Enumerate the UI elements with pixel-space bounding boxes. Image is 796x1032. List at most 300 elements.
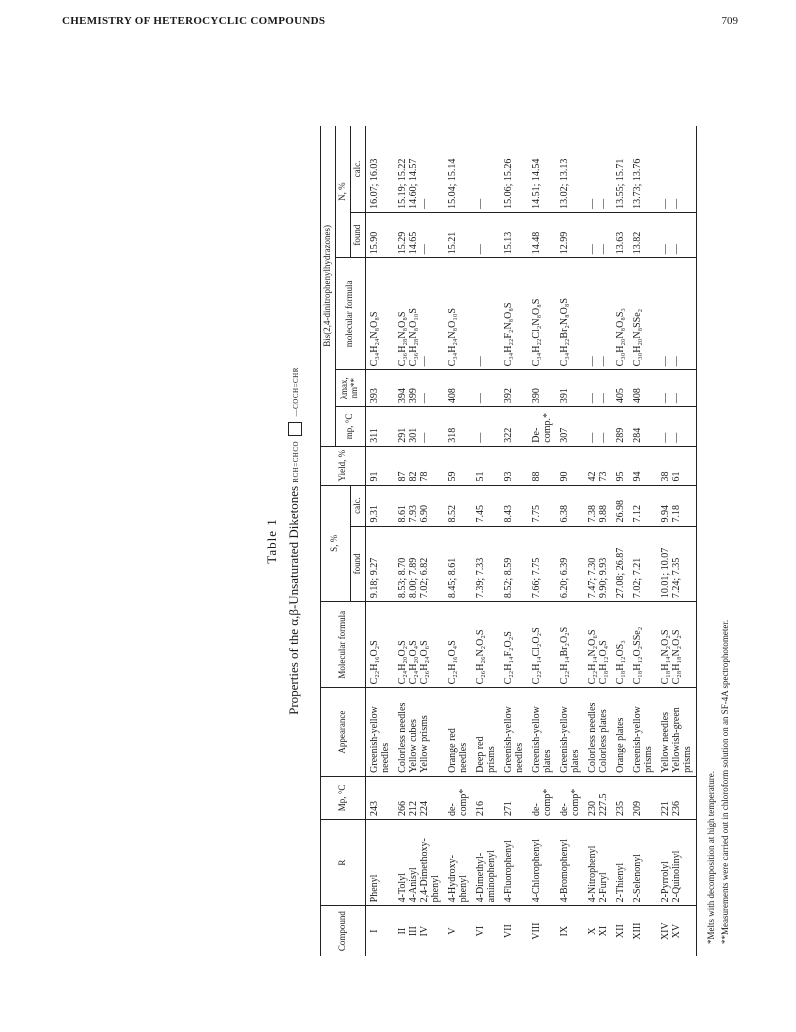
cell-line: 8.45; 8.61 <box>446 557 458 599</box>
cell-line: — <box>670 393 682 404</box>
cell-line: C₃₄H₂₂Br₂N₈O₈S <box>558 298 570 367</box>
cell-nf <box>472 212 500 257</box>
cell-line: C₂₂H₁₄N₂O₆S <box>586 629 598 685</box>
cell-nf <box>528 212 556 257</box>
cell-line: 390 <box>530 388 542 404</box>
cell-line: 13.55; 15.71 <box>614 158 626 209</box>
cell-line: — <box>597 432 609 443</box>
cell-nc <box>472 126 500 212</box>
cell-line: 235 <box>614 801 626 816</box>
cell-line: phenyl <box>457 875 469 903</box>
cell-c <box>472 906 500 956</box>
cell-nc <box>394 126 444 212</box>
cell-line: 4-Tolyl <box>396 873 408 903</box>
cell-sf <box>444 526 472 602</box>
cell-line: 4-Chlorophenyl <box>530 838 542 903</box>
cell-line: C₂₂H₁₄F₂O₂S <box>502 631 514 685</box>
cell-line: — <box>586 356 598 367</box>
cell-line: II <box>396 927 408 935</box>
cell-line: Greenish-yellow <box>631 706 643 773</box>
cell-line: I <box>368 929 380 933</box>
cell-line: IV <box>418 925 430 937</box>
cell-line: — <box>586 393 598 404</box>
cell-line: 392 <box>502 388 514 404</box>
cell-line: 13.73; 13.76 <box>631 158 643 209</box>
table-row <box>556 126 584 956</box>
cell-line: 6.90 <box>418 505 430 523</box>
cell-y <box>657 446 697 485</box>
table-row <box>629 126 657 956</box>
cell-c <box>556 906 584 956</box>
cell-line: Yellow prisms <box>418 715 430 773</box>
cell-line: 7.02; 7.21 <box>631 557 643 599</box>
cell-line: De- <box>530 427 542 443</box>
cell-sf <box>556 526 584 602</box>
cell-line: 322 <box>502 427 514 443</box>
rotated-table-block <box>258 118 770 964</box>
col-lambda: λmax, nm** <box>335 370 365 407</box>
cell-nf <box>394 212 444 257</box>
col-r: R <box>321 820 366 906</box>
cell-line: comp* <box>541 788 553 816</box>
cell-line: 408 <box>446 388 458 404</box>
cell-line: 8.00; 7.89 <box>407 557 419 599</box>
cell-nf <box>629 212 657 257</box>
cell-f <box>657 602 697 688</box>
cell-line: III <box>407 926 419 937</box>
cell-line: 13.63 <box>614 231 626 255</box>
cell-mp <box>584 776 612 819</box>
cell-line: C₂₈H₁₈N₂O₂S <box>670 629 682 685</box>
cell-line: plates <box>569 749 581 773</box>
cell-line: C₁₈H₁₂OS₃ <box>614 640 626 685</box>
cell-f <box>612 602 629 688</box>
cell-line: 15.90 <box>368 231 380 255</box>
cell-nc <box>629 126 657 212</box>
cell-line: 393 <box>368 388 380 404</box>
cell-line: C₂₆H₂₆N₂O₂S <box>474 629 486 685</box>
cell-line: 399 <box>407 388 419 404</box>
cell-line: needles <box>379 742 391 773</box>
cell-line: — <box>670 198 682 209</box>
cell-line: 4-Bromophenyl <box>558 838 570 903</box>
cell-nc <box>612 126 629 212</box>
cell-line: 405 <box>614 388 626 404</box>
cell-line: 9.90; 9.93 <box>597 557 609 599</box>
cell-line: Yellow needles <box>659 711 671 773</box>
cell-line: 7.45 <box>474 505 486 523</box>
cell-line: Yellow cubes <box>407 719 419 773</box>
cell-r <box>500 820 528 906</box>
cell-l <box>528 370 556 407</box>
cell-line: 6.38 <box>558 505 570 523</box>
cell-nf <box>365 212 394 257</box>
cell-l <box>444 370 472 407</box>
cell-nc <box>444 126 472 212</box>
col-mp2: mp, °C <box>335 407 365 447</box>
table-row <box>612 126 629 956</box>
cell-line: — <box>474 198 486 209</box>
cell-nc <box>365 126 394 212</box>
cell-app <box>394 688 444 776</box>
cell-line: 2-Pyrrolyl <box>659 861 671 903</box>
cell-nf <box>584 212 612 257</box>
cell-line: 307 <box>558 427 570 443</box>
cell-line: 289 <box>614 427 626 443</box>
footnote-1: *Melts with decomposition at high temperature. <box>706 771 716 944</box>
cell-line: 15.06; 15.26 <box>502 158 514 209</box>
cell-line: 13.02; 13.13 <box>558 158 570 209</box>
cell-line: 82 <box>407 471 419 482</box>
cell-sc <box>365 485 394 526</box>
cell-line: C₂₄H₂₀O₄S <box>407 640 419 685</box>
cell-nc <box>556 126 584 212</box>
cell-line: C₂₂H₁₆O₂S <box>368 640 380 685</box>
cell-line: 318 <box>446 427 458 443</box>
cell-sf <box>629 526 657 602</box>
cell-line: 93 <box>502 471 514 482</box>
cell-c <box>584 906 612 956</box>
cell-mp2 <box>394 407 444 447</box>
cell-line: 7.18 <box>670 505 682 523</box>
cell-l <box>556 370 584 407</box>
cell-line: — <box>670 432 682 443</box>
cell-f <box>629 602 657 688</box>
cell-line: Orange plates <box>614 717 626 773</box>
cell-line: de- <box>446 803 458 816</box>
cell-line: — <box>597 244 609 255</box>
cell-line: 91 <box>368 471 380 482</box>
cell-line: 4-Anisyl <box>407 867 419 903</box>
cell-line: comp.* <box>541 412 553 443</box>
cell-r <box>472 820 500 906</box>
cell-f2 <box>584 258 612 370</box>
cell-l <box>472 370 500 407</box>
cell-line: 391 <box>558 388 570 404</box>
cell-line: Greenish-yellow <box>558 706 570 773</box>
running-header-journal: CHEMISTRY OF HETEROCYCLIC COMPOUNDS <box>62 15 326 27</box>
col-formula2: molecular formula <box>335 258 365 370</box>
cell-mp <box>444 776 472 819</box>
cell-r <box>612 820 629 906</box>
cell-f <box>584 602 612 688</box>
cell-f2 <box>612 258 629 370</box>
cell-l <box>612 370 629 407</box>
cell-line: 95 <box>614 471 626 482</box>
cell-mp2 <box>365 407 394 447</box>
cell-line: 8.53; 8.70 <box>396 557 408 599</box>
cell-sf <box>365 526 394 602</box>
cell-sc <box>629 485 657 526</box>
cell-y <box>500 446 528 485</box>
cell-mp <box>500 776 528 819</box>
cell-sf <box>612 526 629 602</box>
data-table <box>320 126 697 956</box>
table-row <box>365 126 394 956</box>
cell-line: 78 <box>418 471 430 482</box>
cell-l <box>394 370 444 407</box>
page-number: 709 <box>721 15 738 27</box>
cell-line: VI <box>474 925 486 937</box>
cell-line: 291 <box>396 427 408 443</box>
cell-y <box>528 446 556 485</box>
cell-line: — <box>474 356 486 367</box>
cell-sc <box>556 485 584 526</box>
cell-sf <box>500 526 528 602</box>
cell-mp <box>556 776 584 819</box>
cell-y <box>629 446 657 485</box>
cell-line: 42 <box>586 471 598 482</box>
cell-line: 8.52 <box>446 505 458 523</box>
cell-line: 9.31 <box>368 505 380 523</box>
cell-line: XIII <box>631 922 643 940</box>
cell-line: Greenish-yellow <box>530 706 542 773</box>
cell-sc <box>612 485 629 526</box>
cell-f <box>528 602 556 688</box>
cell-line: 27.08; 26.87 <box>614 547 626 599</box>
cell-line: C₃₄H₂₄N₈O₈S <box>368 311 380 367</box>
cell-app <box>556 688 584 776</box>
cell-line: 7.75 <box>530 505 542 523</box>
cell-app <box>472 688 500 776</box>
cell-line: 26.98 <box>614 500 626 523</box>
cell-nf <box>556 212 584 257</box>
cell-line: 2-Quinolinyl <box>670 850 682 903</box>
cell-c <box>528 906 556 956</box>
cell-sf <box>394 526 444 602</box>
cell-app <box>444 688 472 776</box>
cell-sf <box>528 526 556 602</box>
col-yield: Yield, % <box>321 446 366 485</box>
cell-line: — <box>597 393 609 404</box>
cell-r <box>394 820 444 906</box>
cell-line: 10.01; 10.07 <box>659 547 671 599</box>
cell-r <box>629 820 657 906</box>
cell-line: 243 <box>368 801 380 816</box>
cell-f2 <box>629 258 657 370</box>
cell-line: XV <box>670 923 682 939</box>
cell-line: prisms <box>485 746 497 773</box>
cell-nf <box>444 212 472 257</box>
footnote-2: **Measurements were carried out in chloroform solution on an SF-4A spectrophotometer. <box>720 619 730 944</box>
cell-app <box>629 688 657 776</box>
cell-line: C₃₄H₂₄N₈O₁₀S <box>446 308 458 367</box>
cell-line: — <box>597 198 609 209</box>
cell-line: 14.65 <box>407 231 419 255</box>
cell-line: 224 <box>418 801 430 816</box>
cell-r <box>528 820 556 906</box>
cell-app <box>528 688 556 776</box>
cell-line: 7.66; 7.75 <box>530 557 542 599</box>
cell-l <box>629 370 657 407</box>
cell-line: Colorless plates <box>597 709 609 773</box>
cell-y <box>365 446 394 485</box>
cell-line: phenyl <box>429 875 441 903</box>
cell-sc <box>444 485 472 526</box>
cell-line: 7.39; 7.33 <box>474 557 486 599</box>
caption-formula-right: —COCH=CHR <box>292 367 300 417</box>
cell-line: 9.88 <box>597 505 609 523</box>
cell-c <box>444 906 472 956</box>
cell-line: C₂₂H₁₄Br₂O₂S <box>558 626 570 685</box>
cell-app <box>584 688 612 776</box>
cell-line: C₂₂H₁₆O₄S <box>446 640 458 685</box>
col-s-found: found <box>350 526 365 602</box>
cell-line: comp* <box>457 788 469 816</box>
cell-line: — <box>659 393 671 404</box>
cell-f <box>500 602 528 688</box>
cell-line: Greenish-yellow <box>368 706 380 773</box>
cell-app <box>365 688 394 776</box>
cell-line: 15.21 <box>446 231 458 255</box>
cell-f <box>394 602 444 688</box>
cell-line: Yellowish-green <box>670 707 682 773</box>
cell-line: — <box>474 393 486 404</box>
cell-line: de- <box>530 803 542 816</box>
cell-line: 271 <box>502 801 514 816</box>
cell-mp <box>365 776 394 819</box>
cell-y <box>444 446 472 485</box>
cell-nc <box>500 126 528 212</box>
col-appearance: Appearance <box>321 688 366 776</box>
cell-f <box>556 602 584 688</box>
cell-line: 16.07; 16.03 <box>368 158 380 209</box>
cell-f2 <box>444 258 472 370</box>
cell-mp2 <box>472 407 500 447</box>
cell-line: 2,4-Dimethoxy- <box>418 838 430 903</box>
cell-line: 12.99 <box>558 231 570 255</box>
col-formula: Molecular formula <box>321 602 366 688</box>
cell-line: VII <box>502 924 514 939</box>
table-row <box>500 126 528 956</box>
cell-line: 94 <box>631 471 643 482</box>
cell-line: 236 <box>670 801 682 816</box>
cell-c <box>657 906 697 956</box>
cell-line: 73 <box>597 471 609 482</box>
cell-line: 61 <box>670 471 682 482</box>
cell-line: needles <box>457 742 469 773</box>
cell-line: C₃₆H₂₈N₈O₈S <box>396 311 408 367</box>
col-n-calc: calc. <box>350 126 365 212</box>
cell-line: 14.48 <box>530 231 542 255</box>
cell-line: comp* <box>569 788 581 816</box>
cell-line: — <box>659 244 671 255</box>
cell-line: 14.60; 14.57 <box>407 158 419 209</box>
cell-nc <box>528 126 556 212</box>
cell-line: V <box>446 927 458 935</box>
cell-line: — <box>670 244 682 255</box>
cell-r <box>657 820 697 906</box>
cell-f2 <box>394 258 444 370</box>
cell-y <box>612 446 629 485</box>
cell-line: 2-Furyl <box>597 872 609 903</box>
cell-line: 7.93 <box>407 505 419 523</box>
cell-r <box>444 820 472 906</box>
cell-sc <box>528 485 556 526</box>
cell-line: — <box>597 356 609 367</box>
cell-mp2 <box>500 407 528 447</box>
cell-line: 8.43 <box>502 505 514 523</box>
cell-line: 284 <box>631 427 643 443</box>
cell-line: 15.13 <box>502 231 514 255</box>
cell-line: C₁₈H₁₄N₂O₂S <box>659 629 671 685</box>
cell-line: — <box>659 432 671 443</box>
cell-line: C₁₈H₁₂O₂SSe₂ <box>631 626 643 685</box>
cell-line: 230 <box>586 801 598 816</box>
cell-line: aminophenyl <box>485 850 497 903</box>
cell-line: 9.18; 9.27 <box>368 557 380 599</box>
cell-c <box>365 906 394 956</box>
cell-line: 59 <box>446 471 458 482</box>
table-row <box>584 126 612 956</box>
cell-c <box>500 906 528 956</box>
cell-r <box>365 820 394 906</box>
col-compound: Compound <box>321 906 366 956</box>
cell-line: Orange red <box>446 728 458 773</box>
cell-line: Phenyl <box>368 874 380 903</box>
cell-line: 7.12 <box>631 505 643 523</box>
cell-sc <box>657 485 697 526</box>
cell-l <box>584 370 612 407</box>
cell-line: — <box>418 198 430 209</box>
cell-line: Colorless needles <box>586 702 598 773</box>
cell-line: 38 <box>659 471 671 482</box>
cell-mp <box>612 776 629 819</box>
cell-f <box>365 602 394 688</box>
cell-mp2 <box>657 407 697 447</box>
cell-app <box>612 688 629 776</box>
cell-sf <box>657 526 697 602</box>
cell-line: 301 <box>407 427 419 443</box>
cell-line: — <box>586 198 598 209</box>
cell-line: — <box>659 198 671 209</box>
cell-line: 311 <box>368 428 380 443</box>
cell-line: X <box>586 927 598 935</box>
cell-line: 15.29 <box>396 231 408 255</box>
cell-line: Greenish-yellow <box>502 706 514 773</box>
thiophene-ring-icon <box>288 422 302 436</box>
cell-sc <box>394 485 444 526</box>
header-row-top <box>321 126 336 956</box>
cell-line: plates <box>541 749 553 773</box>
cell-line: IX <box>558 925 570 937</box>
cell-line: 266 <box>396 801 408 816</box>
cell-line: — <box>670 356 682 367</box>
cell-r <box>556 820 584 906</box>
cell-mp <box>657 776 697 819</box>
cell-line: 14.51; 14.54 <box>530 158 542 209</box>
cell-f2 <box>500 258 528 370</box>
cell-line: 15.04; 15.14 <box>446 158 458 209</box>
cell-nc <box>657 126 697 212</box>
cell-mp2 <box>528 407 556 447</box>
caption-formula-left: RCH=CHCO <box>292 440 300 483</box>
cell-line: XII <box>614 924 626 939</box>
cell-mp2 <box>629 407 657 447</box>
table-row <box>657 126 697 956</box>
caption-main: Properties of the α,β-Unsaturated Diketones <box>286 485 301 715</box>
cell-line: prisms <box>642 746 654 773</box>
cell-line: — <box>474 244 486 255</box>
cell-c <box>394 906 444 956</box>
col-n-pct: N, % <box>335 126 350 258</box>
cell-line: C₁₈H₁₂O₄S <box>597 640 609 685</box>
table-body <box>365 126 696 956</box>
cell-line: 88 <box>530 471 542 482</box>
cell-line: C₂₂H₁₄Cl₂O₂S <box>530 627 542 685</box>
col-group-bis: Bis(2,4-dinitrophenylhydrazones) <box>321 126 336 446</box>
cell-app <box>657 688 697 776</box>
